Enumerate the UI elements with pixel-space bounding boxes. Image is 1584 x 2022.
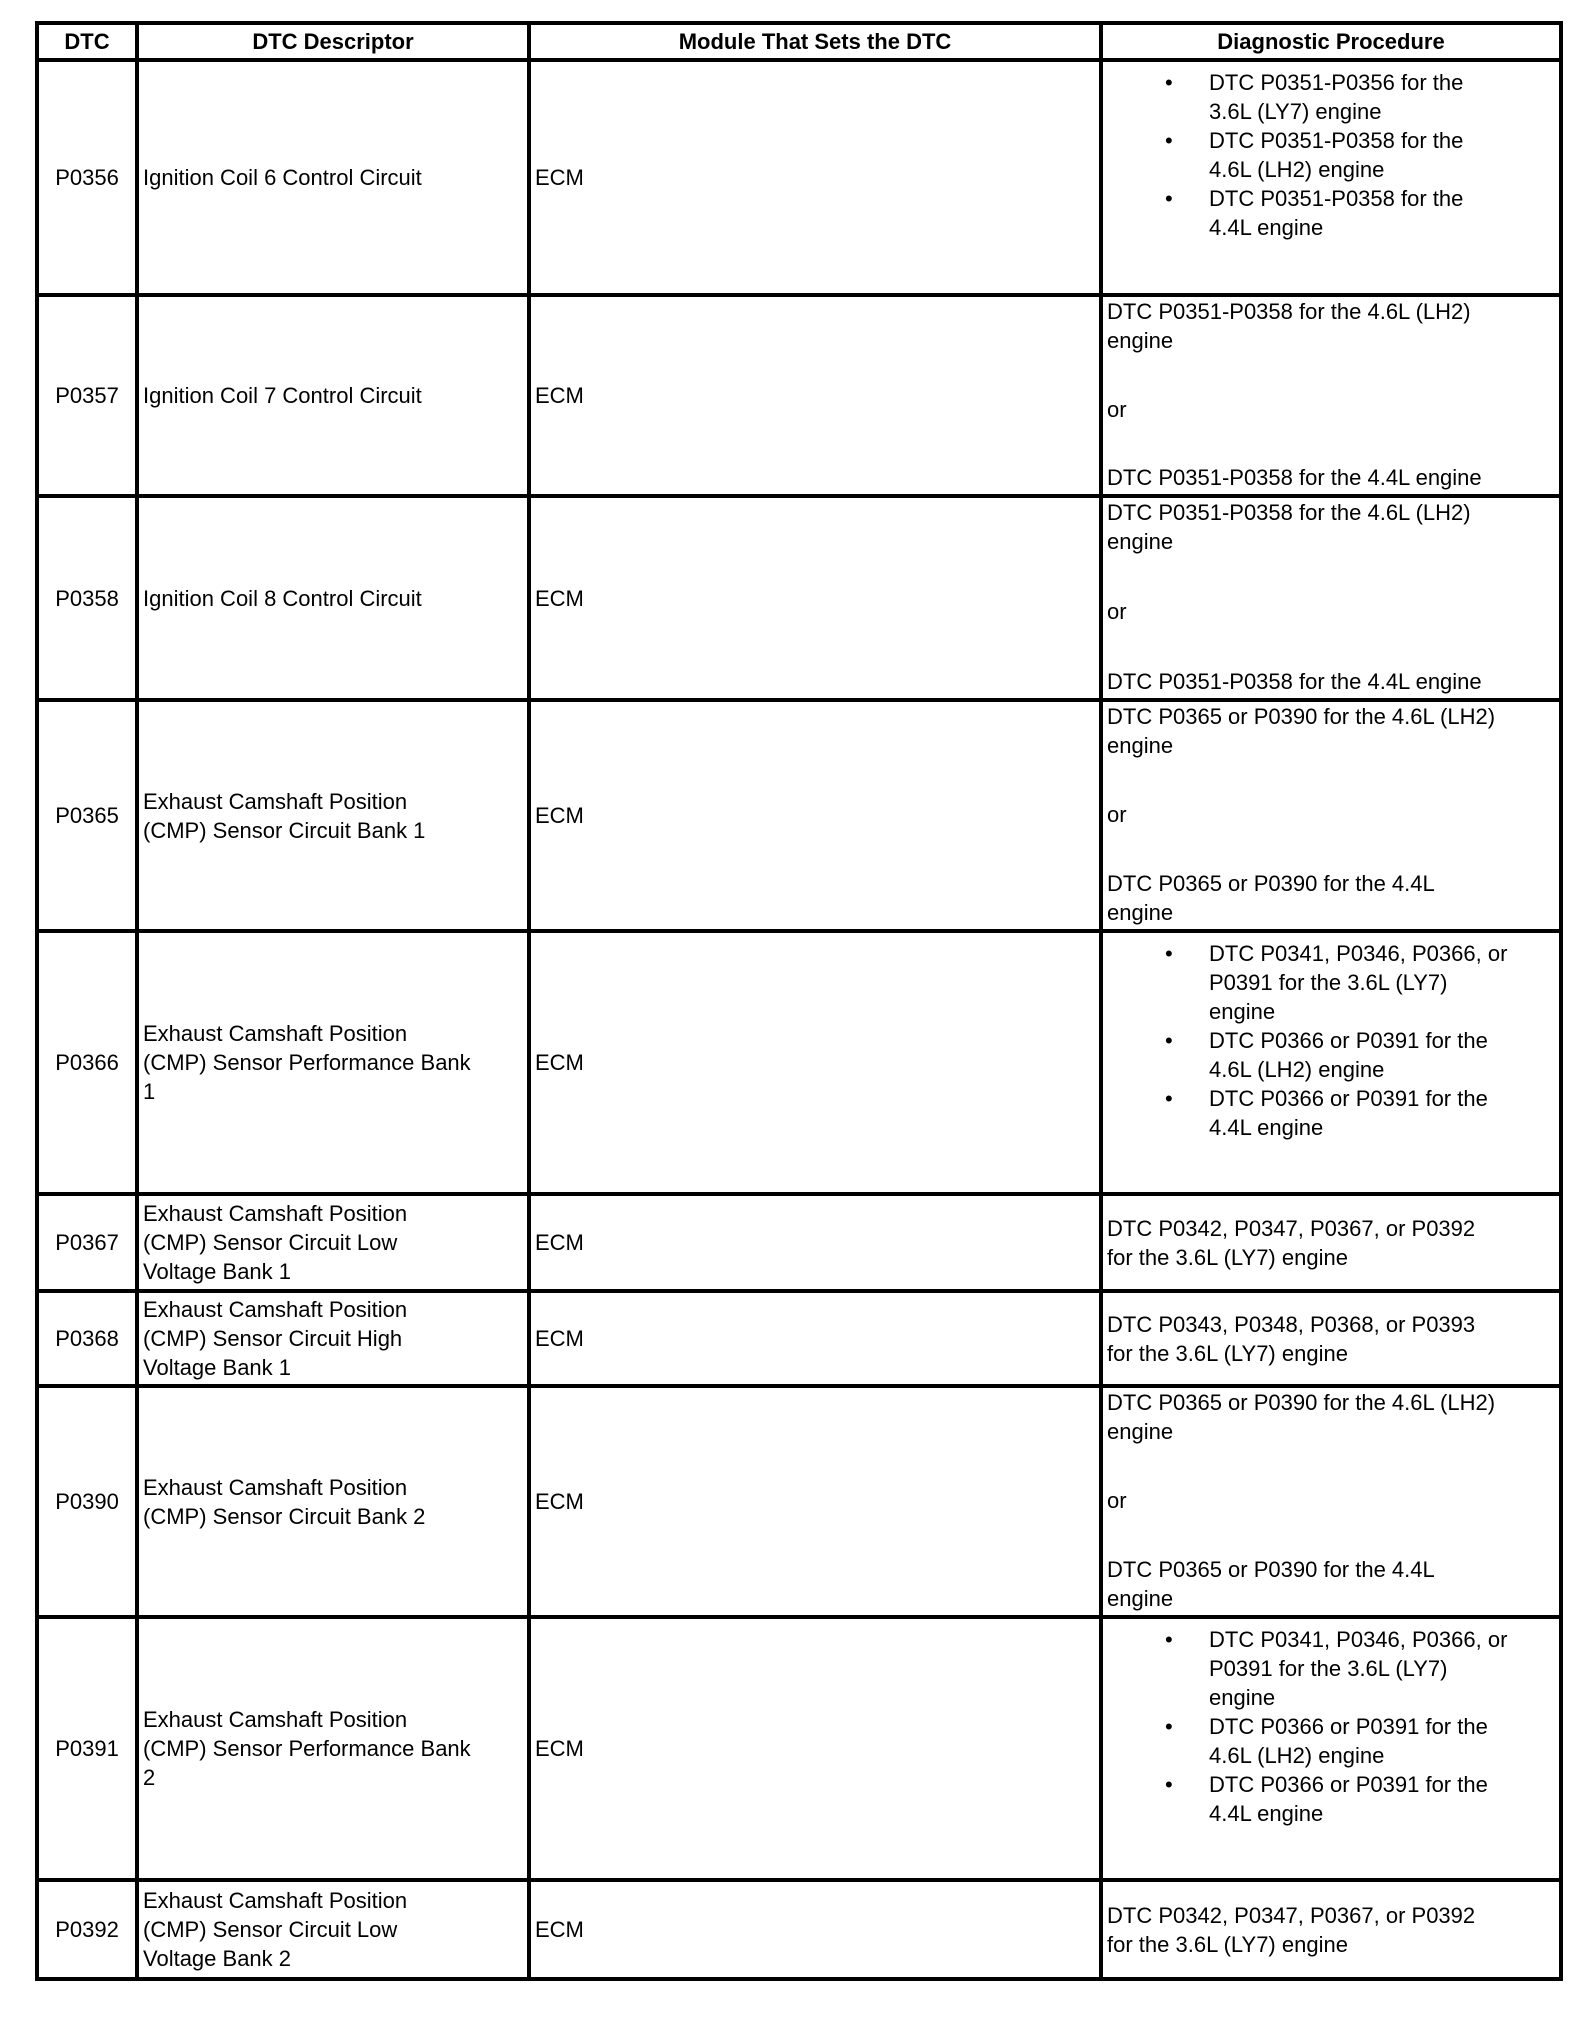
diagnostic-procedure <box>1101 1880 1561 1979</box>
dtc-descriptor: Exhaust Camshaft Position (CMP) Sensor Circuit High Voltage Bank 1 <box>137 1291 529 1386</box>
bullet-text: DTC P0351-P0358 for the 4.4L engine <box>1209 186 1464 240</box>
bullet-text: DTC P0366 or P0391 for the 4.6L (LH2) engine <box>1209 1028 1488 1082</box>
diagnostic-procedure <box>1101 496 1561 700</box>
procedure-text: DTC P0343, P0348, P0368, or P0393 for the 3.6L (LY7) engine <box>1107 1311 1476 1366</box>
module: ECM <box>529 1386 1101 1617</box>
header-dtc: DTC <box>37 23 137 60</box>
procedure-text: DTC P0351-P0358 for the 4.4L engine <box>1107 669 1482 694</box>
dtc-descriptor: Exhaust Camshaft Position (CMP) Sensor Circuit Low Voltage Bank 1 <box>137 1194 529 1291</box>
module: ECM <box>529 295 1101 496</box>
dtc-descriptor: Exhaust Camshaft Position (CMP) Sensor Circuit Bank 1 <box>137 700 529 931</box>
dtc-descriptor: Exhaust Camshaft Position (CMP) Sensor Circuit Bank 2 <box>137 1386 529 1617</box>
procedure-text: DTC P0351-P0358 for the 4.4L engine <box>1107 465 1482 490</box>
dtc-table <box>35 21 1563 1981</box>
header-module: Module That Sets the DTC <box>529 23 1101 60</box>
module: ECM <box>529 700 1101 931</box>
bullet-item <box>1107 184 1555 242</box>
bullet-item <box>1107 1770 1555 1828</box>
bullet-item <box>1107 1625 1555 1712</box>
bullet-text: DTC P0341, P0346, P0366, or P0391 for the 3.6L (LY7) engine <box>1209 941 1508 1024</box>
bullet-text: DTC P0366 or P0391 for the 4.4L engine <box>1209 1086 1488 1140</box>
bullet-item <box>1107 68 1555 126</box>
procedure-text: DTC P0351-P0358 for the 4.6L (LH2) engine <box>1107 299 1471 353</box>
or-label: or <box>1107 1488 1127 1513</box>
module: ECM <box>529 931 1101 1194</box>
bullet-icon: • <box>1165 1772 1173 1797</box>
procedure-text: DTC P0365 or P0390 for the 4.6L (LH2) engine <box>1107 1390 1496 1444</box>
or-label: or <box>1107 396 1127 422</box>
bullet-item <box>1107 126 1555 184</box>
table-row <box>37 60 1561 295</box>
module: ECM <box>529 1194 1101 1291</box>
dtc-code: P0358 <box>37 496 137 700</box>
diagnostic-procedure <box>1101 60 1561 295</box>
table-row <box>37 1291 1561 1386</box>
procedure-text: DTC P0342, P0347, P0367, or P0392 for the 3.6L (LY7) engine <box>1107 1215 1476 1270</box>
dtc-descriptor: Exhaust Camshaft Position (CMP) Sensor Performance Bank 1 <box>137 931 529 1194</box>
bullet-icon: • <box>1165 941 1173 966</box>
procedure-text: DTC P0365 or P0390 for the 4.4L engine <box>1107 1557 1435 1611</box>
dtc-code: P0356 <box>37 60 137 295</box>
procedure-alternatives <box>1107 297 1555 492</box>
header-diagnostic-procedure: Diagnostic Procedure <box>1101 23 1561 60</box>
module: ECM <box>529 496 1101 700</box>
bullet-item <box>1107 1712 1555 1770</box>
dtc-code: P0392 <box>37 1880 137 1979</box>
dtc-descriptor: Ignition Coil 7 Control Circuit <box>137 295 529 496</box>
table-row <box>37 1386 1561 1617</box>
procedure-alternatives <box>1107 1388 1555 1613</box>
module: ECM <box>529 1880 1101 1979</box>
bullet-text: DTC P0366 or P0391 for the 4.6L (LH2) engine <box>1209 1714 1488 1768</box>
table-row <box>37 1617 1561 1880</box>
table-header-row <box>37 23 1561 60</box>
bullet-list <box>1107 1625 1555 1828</box>
bullet-item <box>1107 939 1555 1026</box>
bullet-text: DTC P0366 or P0391 for the 4.4L engine <box>1209 1772 1488 1826</box>
dtc-code: P0366 <box>37 931 137 1194</box>
table-row <box>37 700 1561 931</box>
bullet-text: DTC P0351-P0356 for the 3.6L (LY7) engine <box>1209 70 1464 124</box>
procedure-text: DTC P0365 or P0390 for the 4.6L (LH2) engine <box>1107 704 1496 758</box>
diagnostic-procedure <box>1101 931 1561 1194</box>
dtc-descriptor: Exhaust Camshaft Position (CMP) Sensor Performance Bank 2 <box>137 1617 529 1880</box>
module: ECM <box>529 1617 1101 1880</box>
module: ECM <box>529 60 1101 295</box>
table-row <box>37 1194 1561 1291</box>
dtc-descriptor: Exhaust Camshaft Position (CMP) Sensor Circuit Low Voltage Bank 2 <box>137 1880 529 1979</box>
table-row <box>37 295 1561 496</box>
diagnostic-procedure <box>1101 295 1561 496</box>
dtc-code: P0357 <box>37 295 137 496</box>
or-label: or <box>1107 802 1127 827</box>
bullet-text: DTC P0341, P0346, P0366, or P0391 for the 3.6L (LY7) engine <box>1209 1627 1508 1710</box>
bullet-item <box>1107 1084 1555 1142</box>
header-descriptor: DTC Descriptor <box>137 23 529 60</box>
or-label: or <box>1107 599 1127 624</box>
table-row <box>37 1880 1561 1979</box>
diagnostic-procedure <box>1101 1617 1561 1880</box>
table-row <box>37 496 1561 700</box>
dtc-code: P0391 <box>37 1617 137 1880</box>
bullet-list <box>1107 939 1555 1142</box>
dtc-descriptor: Ignition Coil 8 Control Circuit <box>137 496 529 700</box>
diagnostic-procedure <box>1101 1194 1561 1291</box>
bullet-item <box>1107 1026 1555 1084</box>
dtc-descriptor: Ignition Coil 6 Control Circuit <box>137 60 529 295</box>
module: ECM <box>529 1291 1101 1386</box>
bullet-icon: • <box>1165 1627 1173 1652</box>
diagnostic-procedure <box>1101 1386 1561 1617</box>
procedure-text: DTC P0342, P0347, P0367, or P0392 for the 3.6L (LY7) engine <box>1107 1902 1476 1957</box>
bullet-icon: • <box>1165 70 1173 95</box>
bullet-icon: • <box>1165 186 1173 211</box>
dtc-code: P0390 <box>37 1386 137 1617</box>
bullet-text: DTC P0351-P0358 for the 4.6L (LH2) engine <box>1209 128 1464 182</box>
bullet-icon: • <box>1165 1028 1173 1053</box>
bullet-icon: • <box>1165 1086 1173 1111</box>
procedure-alternatives <box>1107 498 1555 696</box>
procedure-alternatives <box>1107 702 1555 927</box>
diagnostic-procedure <box>1101 1291 1561 1386</box>
bullet-list <box>1107 68 1555 242</box>
dtc-code: P0365 <box>37 700 137 931</box>
diagnostic-procedure <box>1101 700 1561 931</box>
procedure-text: DTC P0351-P0358 for the 4.6L (LH2) engine <box>1107 500 1471 554</box>
table-row <box>37 931 1561 1194</box>
procedure-text: DTC P0365 or P0390 for the 4.4L engine <box>1107 871 1435 925</box>
bullet-icon: • <box>1165 1714 1173 1739</box>
dtc-code: P0368 <box>37 1291 137 1386</box>
dtc-code: P0367 <box>37 1194 137 1291</box>
bullet-icon: • <box>1165 128 1173 153</box>
